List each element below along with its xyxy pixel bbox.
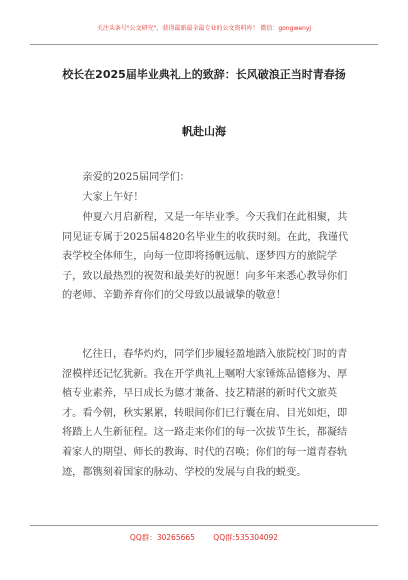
footer-qq-1: QQ群：30265665 bbox=[129, 533, 195, 542]
greeting-block bbox=[62, 168, 350, 188]
salutation-block bbox=[62, 188, 350, 208]
paragraph-2 bbox=[62, 345, 350, 482]
greeting: 亲爱的2025届同学们： bbox=[82, 172, 190, 183]
document-title-line-1: 校长在2025届毕业典礼上的致辞：长风破浪正当时青春扬 bbox=[62, 68, 346, 81]
footer-qq-2: QQ群:535304092 bbox=[213, 533, 279, 542]
paragraph-1 bbox=[62, 208, 350, 306]
salutation: 大家上午好！ bbox=[82, 192, 144, 203]
page-header bbox=[30, 22, 378, 45]
header-text: 关注头条号"公文研究"，获得最新最全最专业的公文资料库！ 微信：gongwenyj bbox=[96, 25, 312, 32]
document-title-line-2: 帆赴山海 bbox=[182, 125, 226, 138]
page-footer bbox=[30, 525, 378, 543]
paragraph-2-text: 忆往日，春华灼灼，同学们步履轻盈地踏入旅院校门时的青涩模样还记忆犹新。我在开学典礼上嘱咐大家锤炼品德修为、厚植专业素养，早日成长为德才兼备、技艺精湛的新时代文旅英才。看今朝，秋实累累，转眼间你们已行囊在肩、目光如炬，即将踏上人生新征程。这一路走来你们的每一次拔节生长，都凝结着家人的期望、师长的教诲、时代的召唤；你们的每一道青春轨迹，都镌刻着国家的脉动、学校的发展与自我的蜕变。 bbox=[62, 349, 348, 478]
paragraph-1-text: 仲夏六月启新程，又是一年毕业季。今天我们在此相聚，共同见证专属于2025届4820名毕业生的收获时刻。在此，我谨代表学校全体师生，向每一位即将扬帆远航、逐梦四方的旅院学子，致以最热烈的祝贺和最美好的祝愿！向多年来悉心教导你们的老师、辛勤养育你们的父母致以最诚挚的敬意！ bbox=[62, 212, 349, 302]
